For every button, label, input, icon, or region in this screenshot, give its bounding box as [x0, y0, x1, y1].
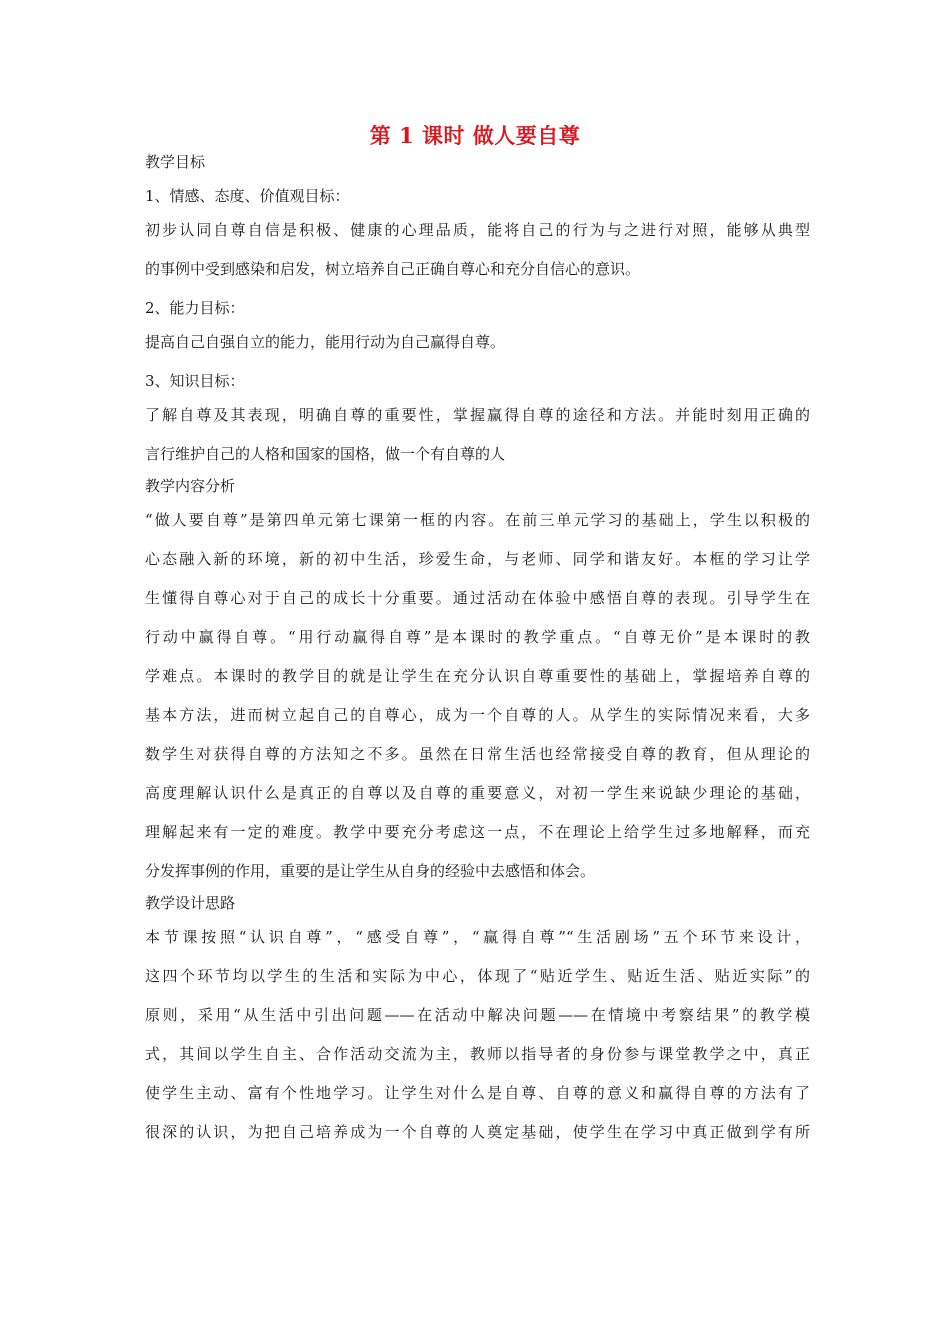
paragraph-line: 初步认同自尊自信是积极、健康的心理品质，能将自己的行为与之进行对照，能够从典型 — [145, 221, 810, 239]
paragraph-line: 基本方法，进而树立起自己的自尊心，成为一个自尊的人。从学生的实际情况来看，大多 — [145, 706, 810, 724]
paragraph-line: 心态融入新的环境，新的初中生活，珍爱生命，与老师、同学和谐友好。本框的学习让学 — [145, 550, 810, 568]
paragraph-line: 原则，采用“从生活中引出问题——在活动中解决问题——在情境中考察结果”的教学模 — [145, 1006, 810, 1024]
paragraph-line: 理解起来有一定的难度。教学中要充分考虑这一点，不在理论上给学生过多地解释，而充 — [145, 823, 810, 841]
document-title: 第 1 课时 做人要自尊 — [369, 123, 581, 148]
paragraph-line: 的事例中受到感染和启发，树立培养自己正确自尊心和充分自信心的意识。 — [145, 260, 641, 278]
paragraph-line: 使学生主动、富有个性地学习。让学生对什么是自尊、自尊的意义和赢得自尊的方法有了 — [145, 1084, 810, 1102]
paragraph-line: 这四个环节均以学生的生活和实际为中心，体现了“贴近学生、贴近生活、贴近实际”的 — [145, 967, 810, 985]
paragraph-line: 很深的认识，为把自己培养成为一个自尊的人奠定基础，使学生在学习中真正做到学有所 — [145, 1123, 810, 1141]
paragraph-line: “做人要自尊”是第四单元第七课第一框的内容。在前三单元学习的基础上，学生以积极的 — [145, 511, 810, 529]
paragraph-line: 学难点。本课时的教学目的就是让学生在充分认识自尊重要性的基础上，掌握培养自尊的 — [145, 667, 810, 685]
paragraph-line: 分发挥事例的作用，重要的是让学生从自身的经验中去感悟和体会。 — [145, 862, 596, 880]
paragraph-line: 生懂得自尊心对于自己的成长十分重要。通过活动在体验中感悟自尊的表现。引导学生在 — [145, 589, 810, 607]
paragraph-line: 提高自己自强自立的能力，能用行动为自己赢得自尊。 — [145, 333, 506, 351]
design-idea-heading: 教学设计思路 — [145, 894, 236, 912]
paragraph-line: 本节课按照“认识自尊”，“感受自尊”，“赢得自尊”“生活剧场”五个环节来设计， — [145, 928, 810, 946]
paragraph-line: 言行维护自己的人格和国家的国格，做一个有自尊的人 — [145, 445, 506, 463]
knowledge-objective-heading: 3、知识目标： — [145, 372, 245, 390]
emotion-objective-heading: 1、情感、态度、价值观目标： — [145, 187, 350, 205]
ability-objective-heading: 2、能力目标： — [145, 299, 245, 317]
document-body — [145, 150, 810, 1159]
paragraph-line: 了解自尊及其表现，明确自尊的重要性，掌握赢得自尊的途径和方法。并能时刻用正确的 — [145, 406, 810, 424]
paragraph-line: 行动中赢得自尊。“用行动赢得自尊”是本课时的教学重点。“自尊无价”是本课时的教 — [145, 628, 810, 646]
paragraph-line: 高度理解认识什么是真正的自尊以及自尊的重要意义，对初一学生来说缺少理论的基础， — [145, 784, 810, 802]
objectives-heading: 教学目标 — [145, 153, 206, 171]
paragraph-line: 数学生对获得自尊的方法知之不多。虽然在日常生活也经常接受自尊的教育，但从理论的 — [145, 745, 810, 763]
content-analysis-heading: 教学内容分析 — [145, 477, 236, 495]
paragraph-line: 式，其间以学生自主、合作活动交流为主，教师以指导者的身份参与课堂教学之中，真正 — [145, 1045, 810, 1063]
